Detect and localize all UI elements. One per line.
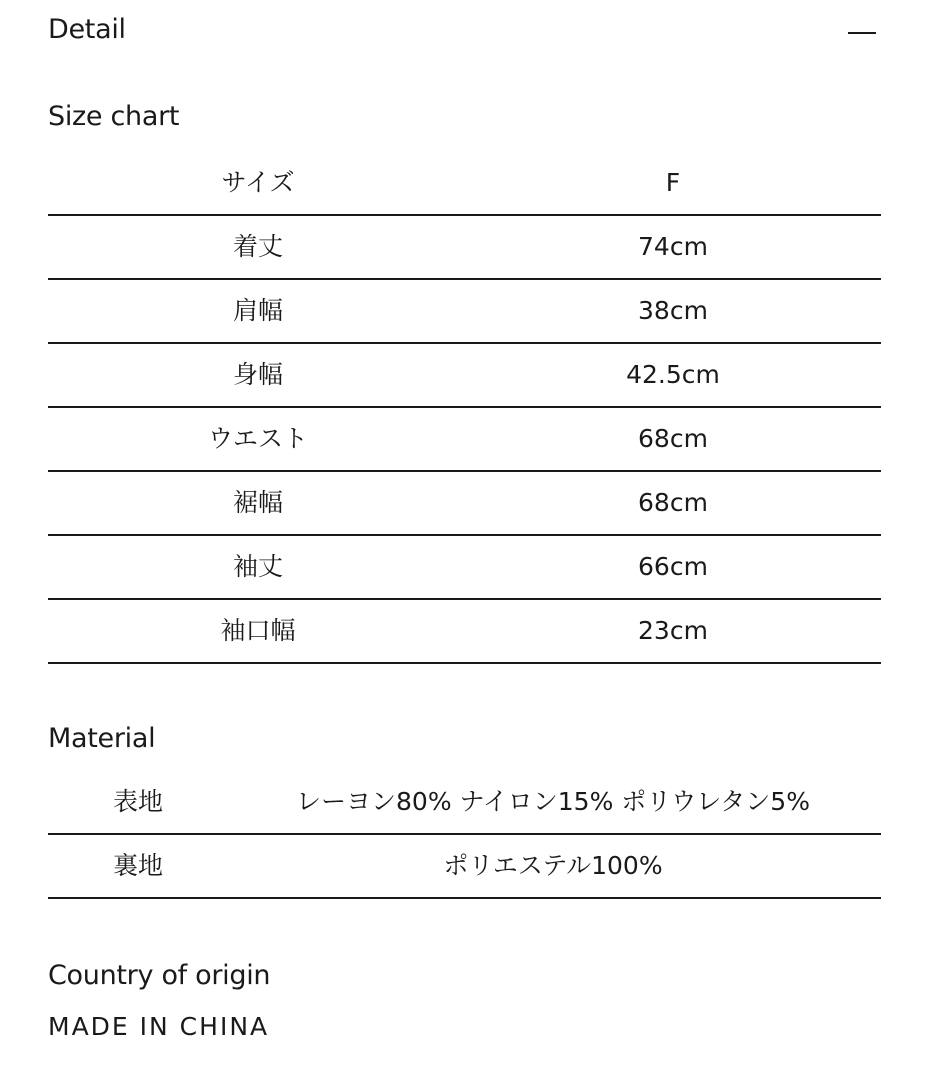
size-chart-table [48,152,881,664]
country-of-origin-value: MADE IN CHINA [48,1012,270,1041]
country-of-origin-heading: Country of origin [48,960,271,991]
collapse-minus-icon[interactable] [846,15,878,49]
size-row-label: 肩幅 [232,296,283,325]
material-table [48,771,881,899]
table-row [48,835,881,899]
table-row [48,472,881,536]
size-row-value: 74cm [638,232,708,261]
size-row-label: 裾幅 [232,488,283,517]
size-row-value: 68cm [638,424,708,453]
detail-heading: Detail [48,14,126,45]
minus-bar [848,32,876,34]
size-row-value: 23cm [638,616,708,645]
size-table-header-row [48,152,881,216]
table-row [48,216,881,280]
table-row [48,408,881,472]
size-row-label: 着丈 [232,232,283,261]
size-row-label: 身幅 [232,360,283,389]
material-row-value: ポリエステル100% [443,851,663,880]
table-row [48,771,881,835]
size-row-label: 袖丈 [232,552,283,581]
size-row-value: 38cm [638,296,708,325]
material-row-label: 表地 [112,787,163,816]
size-row-value: 66cm [638,552,708,581]
size-row-value: 68cm [638,488,708,517]
material-row-label: 裏地 [112,851,163,880]
table-row [48,536,881,600]
size-header-label: サイズ [221,168,295,197]
size-chart-heading: Size chart [48,101,180,132]
table-row [48,280,881,344]
size-header-value: F [665,168,681,197]
material-heading: Material [48,723,156,754]
size-row-value: 42.5cm [626,360,720,389]
size-row-label: 袖口幅 [220,616,296,645]
material-row-value: レーヨン80% ナイロン15% ポリウレタン5% [296,787,810,816]
size-row-label: ウエスト [207,424,308,453]
table-row [48,344,881,408]
table-row [48,600,881,664]
